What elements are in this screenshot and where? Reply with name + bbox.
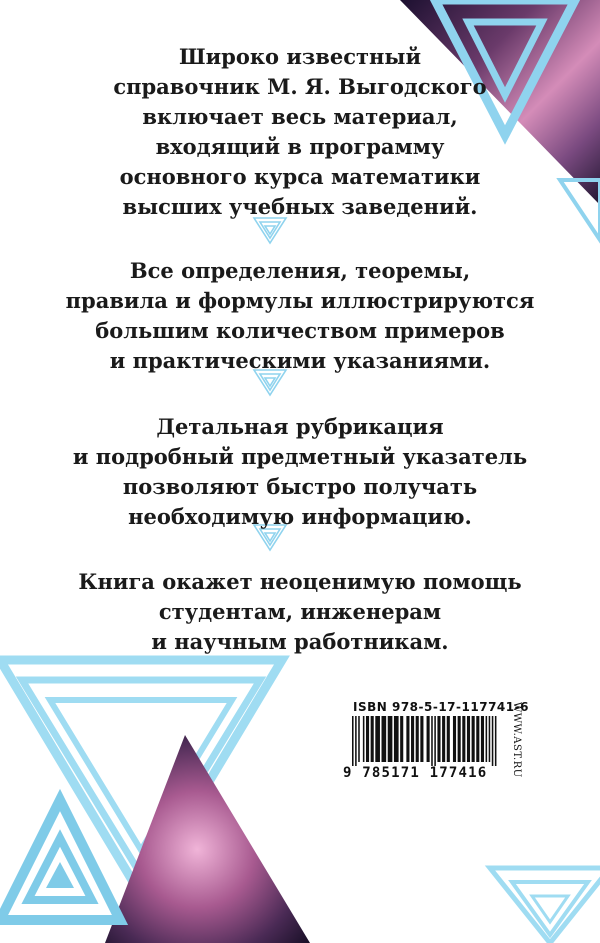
- barcode-bar: [352, 716, 354, 766]
- barcode-digits: 9 785171 177416: [343, 765, 488, 781]
- barcode-bar: [442, 716, 445, 762]
- barcode-bar: [458, 716, 461, 762]
- barcode-bar: [363, 716, 365, 762]
- paragraph-1: [40, 42, 560, 222]
- paragraph-line: студентам, инженерам: [158, 599, 442, 624]
- barcode-bar: [366, 716, 369, 762]
- paragraph-2: [40, 256, 560, 376]
- barcode-bar: [495, 716, 497, 766]
- barcode-bar: [420, 716, 423, 762]
- barcode-bar: [489, 716, 491, 762]
- paragraph-line: большим количеством примеров: [95, 318, 505, 343]
- barcode-bar: [416, 716, 419, 762]
- paragraph-line: и научным работникам.: [151, 629, 449, 654]
- paragraph-3: [40, 412, 560, 532]
- barcode-bar: [481, 716, 484, 762]
- barcode-bar: [427, 716, 430, 762]
- paragraph-line: включает весь материал,: [142, 104, 458, 129]
- barcode-bar: [371, 716, 374, 762]
- barcode-bar: [434, 716, 436, 766]
- paragraph-line: и практическими указаниями.: [109, 348, 491, 373]
- paragraph-line: позволяют быстро получать: [122, 474, 478, 499]
- isbn-label: ISBN 978-5-17-117741-6: [353, 700, 529, 714]
- barcode-bar: [486, 716, 488, 762]
- barcode-bar: [447, 716, 450, 762]
- barcode-bar: [400, 716, 403, 762]
- barcode-bar: [382, 716, 387, 762]
- barcode-bar: [375, 716, 380, 762]
- barcode-bar: [472, 716, 475, 762]
- barcode-bar: [492, 716, 494, 766]
- paragraph-line: справочник М. Я. Выгодского: [113, 74, 487, 99]
- paragraph-line: Детальная рубрикация: [156, 414, 444, 439]
- barcode-bar: [358, 716, 360, 762]
- barcode-bar: [476, 716, 479, 762]
- paragraph-4: [40, 567, 560, 657]
- barcode-bar: [453, 716, 456, 762]
- barcode-bar: [394, 716, 399, 762]
- barcode-bar: [355, 716, 357, 766]
- barcode: [350, 716, 500, 766]
- outline-triangle-bottom-right-outer: [490, 868, 600, 943]
- paragraph-line: Широко известный: [178, 44, 422, 69]
- website-label: WWW.AST.RU: [511, 702, 522, 778]
- barcode-bar: [431, 716, 433, 766]
- barcode-bar: [406, 716, 409, 762]
- paragraph-line: правила и формулы иллюстрируются: [65, 288, 535, 313]
- barcode-bar: [411, 716, 414, 762]
- paragraph-line: Все определения, теоремы,: [129, 258, 471, 283]
- outline-triangle-bottom-left-small-core: [46, 862, 74, 888]
- barcode-bar: [462, 716, 465, 762]
- paragraph-line: необходимую информацию.: [128, 504, 472, 529]
- barcode-bar: [467, 716, 470, 762]
- barcode-bar: [437, 716, 440, 762]
- paragraph-line: входящий в программу: [155, 134, 445, 159]
- paragraph-line: основного курса математики: [119, 164, 481, 189]
- paragraph-line: Книга окажет неоценимую помощь: [78, 569, 522, 594]
- paragraph-line: и подробный предметный указатель: [72, 444, 528, 469]
- paragraph-line: высших учебных заведений.: [122, 194, 478, 219]
- barcode-bar: [388, 716, 393, 762]
